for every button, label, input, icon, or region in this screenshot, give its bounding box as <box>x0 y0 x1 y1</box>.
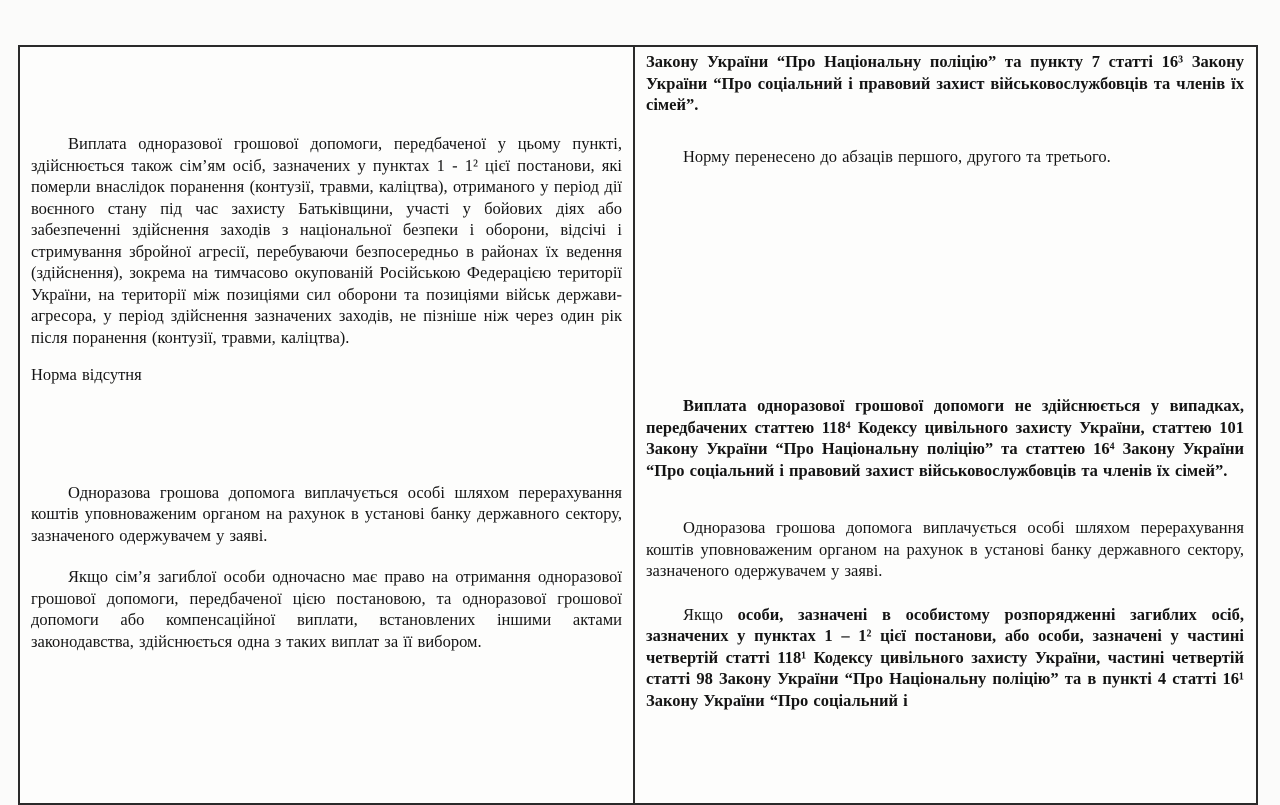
paragraph-right-law-continuation: Закону України “Про Національну поліцію” та пункту 7 статті 16³ Закону України “Про соціальний і правовий захист військовослужбовців та членів їх сімей”. <box>646 52 1244 114</box>
paragraph-right-payment-to-person: Одноразова грошова допомога виплачується особі шляхом перерахування коштів уповноваженим органом на рахунок в установі банку державного сектору, зазначеного одержувачем у заяві. <box>646 518 1244 580</box>
paragraph-left-family-choice: Якщо сім’я загиблої особи одночасно має право на отримання одноразової грошової допомоги, передбаченої цією постановою, та одноразової грошової допомоги або компенсаційної виплати, встановлених іншими актами законодавства, здійснюється одна з таких виплат за її вибором. <box>31 567 622 651</box>
paragraph-bold-text: особи, зазначені в особистому розпорядженні загиблих осіб, зазначених у пунктах 1 – 1² цієї постанови, або особи, зазначені у частині четвертій статті 118¹ Кодексу цивільного захисту України, частині четвертій статті 98 Закону України “Про Національну поліцію” та в пункті 4 статті 16¹ Закону України “Про соціальний і <box>646 604 1245 710</box>
left-column <box>20 47 635 803</box>
paragraph-lead-text: Якщо <box>683 604 738 624</box>
paragraph-left-norm-absent: Норма відсутня <box>31 365 142 384</box>
paragraph-right-designated-persons <box>646 604 1244 712</box>
right-column <box>635 47 1256 803</box>
paragraph-left-lump-sum-payment: Виплата одноразової грошової допомоги, передбаченої у цьому пункті, здійснюється також сім’ям осіб, зазначених у пунктах 1 - 1² цієї постанови, які померли внаслідок поранення (контузії, травми, каліцтва), отриманого у період дії воєнного стану під час захисту Батьківщини, участі у бойових діях або забезпеченні здійснення заходів з національної безпеки і оборони, відсічі і стримування збройної агресії, перебуваючи безпосередньо в районах їх ведення (здійснення), зокрема на тимчасово окупованій Російською Федерацією території України, на території між позиціями сил оборони та позиціями військ держави-агресора, у період здійснення зазначених заходів, не пізніше ніж через один рік після поранення (контузії, травми, каліцтва). <box>31 134 622 347</box>
paragraph-right-payment-exceptions: Виплата одноразової грошової допомоги не здійснюється у випадках, передбачених статтею 118⁴ Кодексу цивільного захисту України, статтею 101 Закону України “Про Національну поліцію” та статтею 16⁴ Закону України “Про соціальний і правовий захист військовослужбовців та членів їх сімей”. <box>646 396 1244 480</box>
paragraph-right-norm-moved: Норму перенесено до абзаців першого, другого та третього. <box>683 146 1111 166</box>
paragraph-left-payment-to-person: Одноразова грошова допомога виплачується особі шляхом перерахування коштів уповноваженим органом на рахунок в установі банку державного сектору, зазначеного одержувачем у заяві. <box>31 482 622 545</box>
comparison-table <box>18 45 1258 805</box>
